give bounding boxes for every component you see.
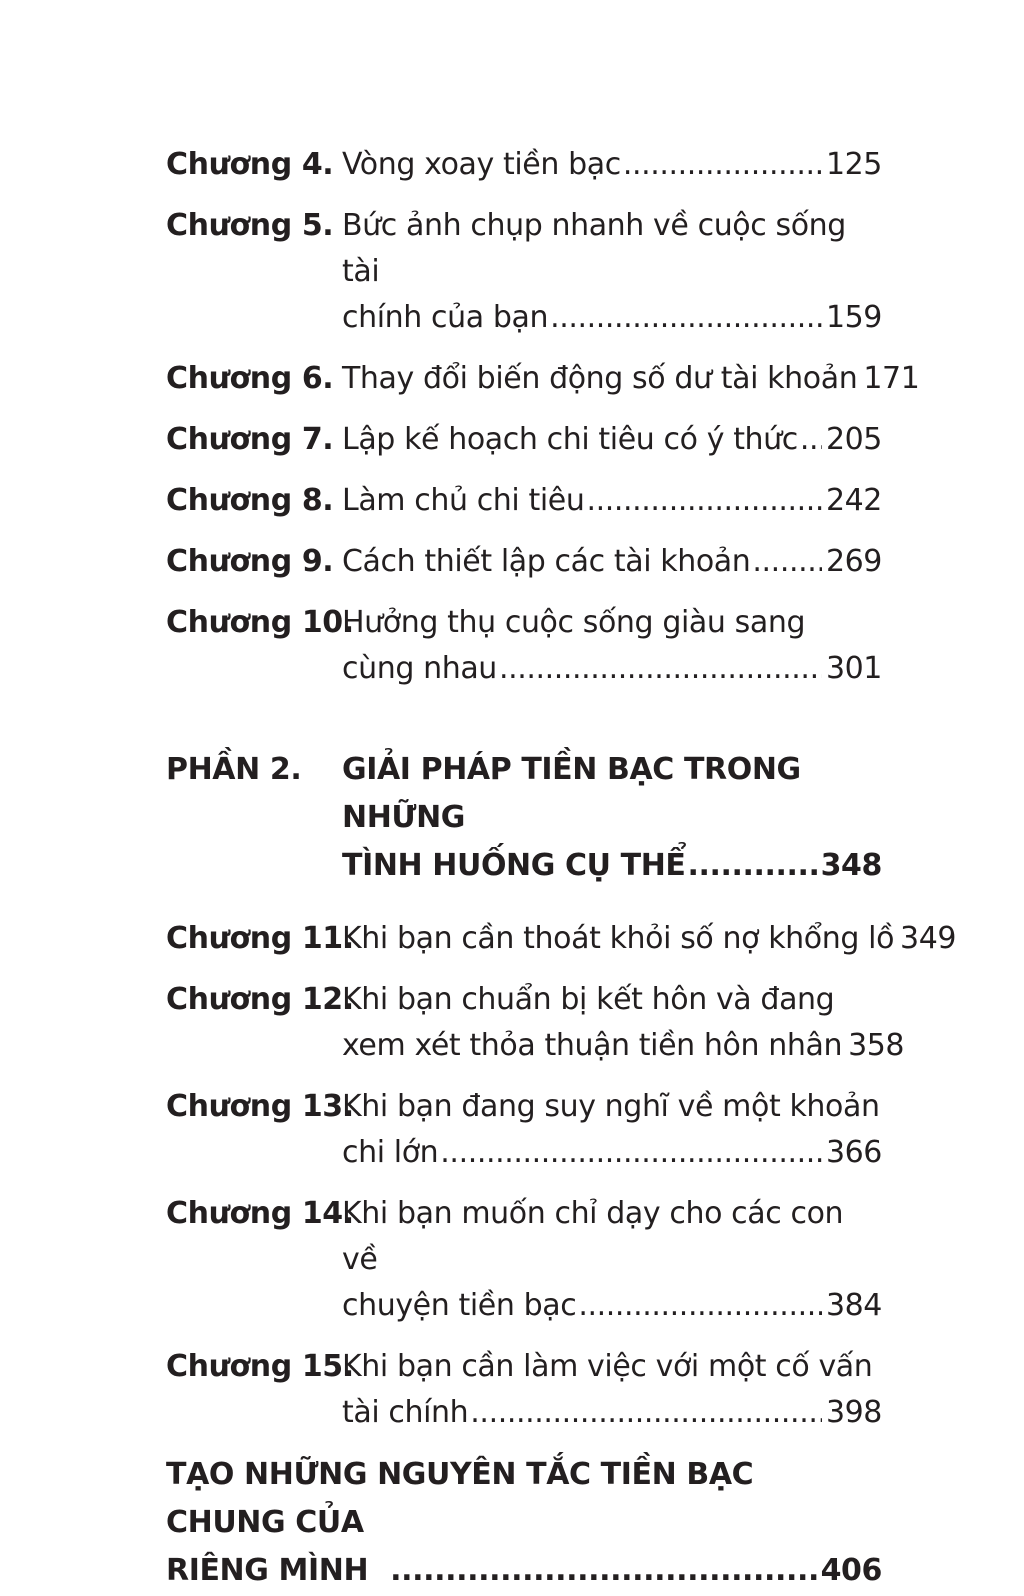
chapter-title-line-1: Khi bạn chuẩn bị kết hôn và đang xyxy=(342,982,835,1017)
chapter-title xyxy=(342,1191,882,1329)
chapter-title-line-2: tài chính xyxy=(342,1395,469,1430)
chapter-label: Chương 15. xyxy=(166,1349,354,1384)
chapter-label: Chương 4. xyxy=(166,147,334,182)
dot-leader xyxy=(752,539,822,585)
toc-entry-chapter-4[interactable] xyxy=(166,142,882,188)
chapter-title-line-1: Khi bạn muốn chỉ dạy cho các con về xyxy=(342,1196,844,1277)
chapter-title-text: Làm chủ chi tiêu xyxy=(342,483,585,518)
part-title xyxy=(342,746,882,890)
chapter-title-text: Khi bạn cần thoát khỏi số nợ khổng lồ xyxy=(342,921,895,956)
toc-entry-chapter-11[interactable] xyxy=(166,916,957,962)
part-title-line-2: TÌNH HUỐNG CỤ THỂ xyxy=(342,848,686,883)
toc-entry-chapter-7[interactable] xyxy=(166,417,882,463)
closing-title-line-1: TẠO NHỮNG NGUYÊN TẮC TIỀN BẠC CHUNG CỦA xyxy=(166,1457,754,1540)
chapter-label: Chương 14. xyxy=(166,1196,354,1231)
chapter-label: Chương 9. xyxy=(166,544,334,579)
chapter-title xyxy=(342,916,957,962)
chapter-title-text: Thay đổi biến động số dư tài khoản xyxy=(342,361,858,396)
chapter-title xyxy=(342,356,920,402)
page-number: 358 xyxy=(848,1028,905,1063)
chapter-title xyxy=(342,478,882,524)
page-number: 205 xyxy=(825,422,882,457)
chapter-label: Chương 13. xyxy=(166,1089,354,1124)
toc-entry-chapter-13[interactable] xyxy=(166,1084,882,1176)
toc-entry-closing[interactable] xyxy=(166,1451,882,1595)
chapter-label: Chương 11. xyxy=(166,921,354,956)
chapter-title xyxy=(342,539,882,585)
chapter-label: Chương 6. xyxy=(166,361,334,396)
dot-leader xyxy=(470,1390,822,1436)
chapter-title-line-2: chuyện tiền bạc xyxy=(342,1288,577,1323)
chapter-title xyxy=(342,203,882,341)
toc-entry-chapter-9[interactable] xyxy=(166,539,882,585)
dot-leader xyxy=(440,1130,822,1176)
page-number: 348 xyxy=(820,848,882,883)
page-number: 301 xyxy=(825,651,882,686)
dot-leader xyxy=(550,295,822,341)
chapter-title xyxy=(342,142,882,188)
page-number: 269 xyxy=(825,544,882,579)
toc-entry-part-2[interactable] xyxy=(166,746,882,890)
chapter-label: Chương 8. xyxy=(166,483,334,518)
toc-entry-chapter-12[interactable] xyxy=(166,977,905,1069)
dot-leader xyxy=(578,1283,822,1329)
chapter-title-line-1: Khi bạn cần làm việc với một cố vấn xyxy=(342,1349,873,1384)
chapter-title xyxy=(342,417,882,463)
page-number: 171 xyxy=(863,361,920,396)
toc-entry-chapter-6[interactable] xyxy=(166,356,920,402)
table-of-contents xyxy=(166,142,957,1595)
page-number: 366 xyxy=(825,1135,882,1170)
chapter-title xyxy=(342,977,905,1069)
chapter-label: Chương 5. xyxy=(166,208,334,243)
toc-entry-chapter-5[interactable] xyxy=(166,203,882,341)
chapter-title-line-1: Hưởng thụ cuộc sống giàu sang xyxy=(342,605,806,640)
closing-title-line-2: RIÊNG MÌNH xyxy=(166,1553,369,1588)
chapter-title xyxy=(342,600,882,692)
chapter-title-line-1: Khi bạn đang suy nghĩ về một khoản xyxy=(342,1089,880,1124)
chapter-label: Chương 7. xyxy=(166,422,334,457)
page-number: 159 xyxy=(825,300,882,335)
chapter-title-line-2: xem xét thỏa thuận tiền hôn nhân xyxy=(342,1028,843,1063)
part-title-line-1: GIẢI PHÁP TIỀN BẠC TRONG NHỮNG xyxy=(342,752,801,835)
page-number: 349 xyxy=(900,921,957,956)
dot-leader xyxy=(623,142,822,188)
dot-leader xyxy=(499,646,822,692)
chapter-title-line-1: Bức ảnh chụp nhanh về cuộc sống tài xyxy=(342,208,846,289)
chapter-title xyxy=(342,1344,882,1436)
page-number: 406 xyxy=(820,1553,882,1588)
toc-entry-chapter-8[interactable] xyxy=(166,478,882,524)
chapter-title xyxy=(342,1084,882,1176)
chapter-title-line-2: chính của bạn xyxy=(342,300,549,335)
toc-entry-chapter-15[interactable] xyxy=(166,1344,882,1436)
part-label: PHẦN 2. xyxy=(166,752,302,787)
dot-leader xyxy=(800,417,822,463)
page-number: 125 xyxy=(825,147,882,182)
page-number: 398 xyxy=(825,1395,882,1430)
chapter-title-line-2: chi lớn xyxy=(342,1135,439,1170)
page-number: 384 xyxy=(825,1288,882,1323)
dot-leader xyxy=(688,842,817,890)
chapter-title-text: Cách thiết lập các tài khoản xyxy=(342,544,751,579)
dot-leader xyxy=(586,478,821,524)
chapter-title-text: Vòng xoay tiền bạc xyxy=(342,147,621,182)
chapter-title-text: Lập kế hoạch chi tiêu có ý thức xyxy=(342,422,798,457)
dot-leader xyxy=(390,1547,816,1595)
chapter-title-line-2: cùng nhau xyxy=(342,651,497,686)
chapter-label: Chương 10. xyxy=(166,605,354,640)
page-number: 242 xyxy=(825,483,882,518)
chapter-label: Chương 12. xyxy=(166,982,354,1017)
toc-entry-chapter-10[interactable] xyxy=(166,600,882,692)
toc-entry-chapter-14[interactable] xyxy=(166,1191,882,1329)
